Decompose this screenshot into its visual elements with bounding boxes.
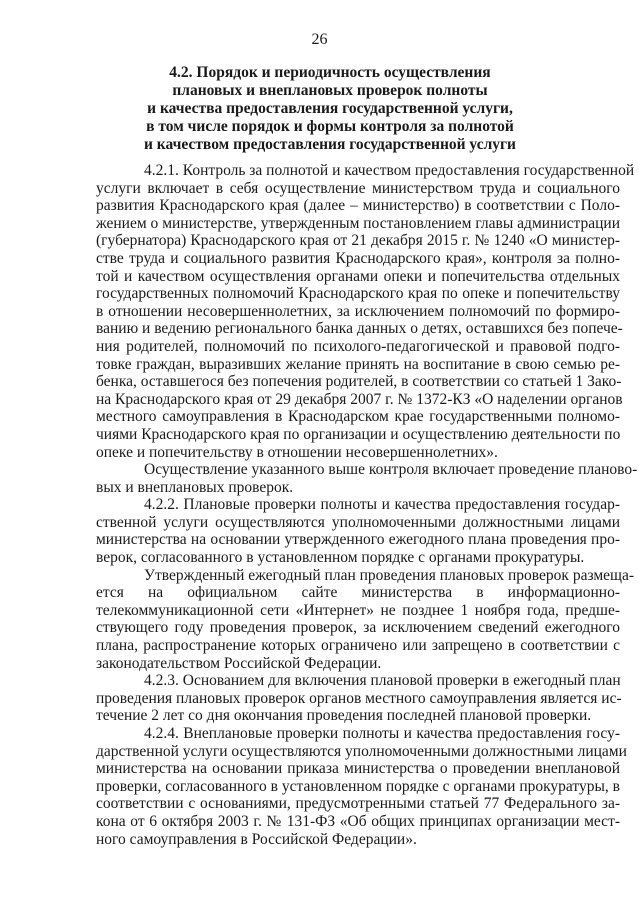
text-line: бенка, оставшегося без попечения родителей, в соответствии со статьей 1 Зако-	[96, 373, 622, 391]
text-line: 4.2.4. Внеплановые проверки полноты и качества предоставления госу-	[144, 725, 620, 742]
text-line: министерства на основании приказа министерства о проведении внеплановой	[96, 760, 620, 778]
text-line: верок, согласованного в установленном порядке с органами прокуратуры.	[96, 549, 585, 567]
text-line: ственной услуги осуществляются уполномоченными должностными лицами	[96, 513, 620, 531]
paragraph	[96, 461, 638, 496]
text-line: 4.2.2. Плановые проверки полноты и качества предоставления государ-	[144, 496, 620, 514]
text-line: услуги включает в себя осуществление министерством труда и социального	[96, 179, 620, 197]
text-line: на Краснодарского края от 29 декабря 2007 г. № 1372-КЗ «О наделении органов	[96, 390, 623, 408]
text-line: соответствии с основаниями, предусмотренными статьей 77 Федерального за-	[96, 795, 620, 813]
text-line: той и качеством осуществления органами опеки и попечительства отдельных	[96, 267, 620, 285]
paragraph	[96, 566, 635, 673]
text-line: ванию и ведению регионального банка данных о детях, оставшихся без попече-	[96, 320, 623, 338]
text-line: законодательством Российской Федерации.	[96, 654, 382, 672]
text-line: плана, распространение которых ограничено или запрещено в соответствии с	[96, 637, 620, 655]
page-number: 26	[311, 31, 328, 48]
heading-line: 4.2. Порядок и периодичность осуществления	[169, 64, 491, 81]
section-heading	[100, 64, 560, 154]
text-line: дарственной услуги осуществляются уполномоченными должностными лицами	[96, 742, 627, 760]
text-line: вых и внеплановых проверок.	[96, 478, 294, 496]
text-line: 4.2.1. Контроль за полнотой и качеством предоставления государственной	[144, 162, 635, 179]
text-line: ствующего году проведения проверок, за исключением сведений ежегодного	[96, 619, 620, 637]
text-line: местного самоуправления в Краснодарском крае государственными полномо-	[96, 408, 620, 426]
text-line: телекоммуникационной сети «Интернет» не позднее 1 ноября года, предше-	[96, 601, 620, 619]
text-line: течение 2 лет со дня окончания проведения последней плановой проверки.	[96, 707, 592, 725]
heading-line: и качества предоставления государственной услуги,	[147, 100, 513, 117]
text-line: стве труда и социального развития Краснодарского края», контроля за полно-	[96, 249, 620, 267]
paragraph	[96, 496, 620, 566]
text-line: государственных полномочий Краснодарского края по опеке и попечительству	[96, 285, 620, 303]
heading-line: и качеством предоставления государственной услуги	[144, 136, 516, 153]
text-line: ется на официальном сайте министерства в информационно-	[96, 584, 620, 602]
text-line: 4.2.3. Основанием для включения плановой проверки в ежегодный план	[144, 672, 621, 690]
text-line: жением о министерстве, утвержденным постановлением главы администрации	[96, 214, 620, 232]
text-line: министерства на основании утвержденного ежегодного плана проведения про-	[96, 531, 620, 549]
heading-line: в том числе порядок и формы контроля за полнотой	[146, 118, 514, 135]
text-line: кона от 6 октября 2003 г. № 131-ФЗ «Об общих принципах организации мест-	[96, 812, 620, 830]
paragraph	[96, 672, 620, 725]
text-line: Утвержденный ежегодный план проведения плановых проверок размеща-	[144, 566, 635, 584]
text-line: ния родителей, полномочий по психолого-педагогической и правовой подго-	[96, 337, 620, 355]
text-line: чиями Краснодарского края по организации и осуществлению деятельности по	[96, 425, 621, 443]
text-line: ного самоуправления в Российской Федерации».	[96, 830, 417, 848]
heading-line: плановых и внеплановых проверок полноты	[172, 82, 488, 99]
text-line: в отношении несовершеннолетних, за исключением полномочий по формиро-	[96, 302, 620, 320]
body-text	[96, 162, 638, 848]
text-line: проведения плановых проверок органов местного самоуправления является ис-	[96, 689, 622, 707]
text-line: развития Краснодарского края (далее – министерство) в соответствии с Поло-	[96, 197, 620, 215]
text-line: Осуществление указанного выше контроля включает проведение планово-	[144, 461, 638, 479]
text-line: проверки, согласованного в установленном порядке с органами прокуратуры, в	[96, 777, 620, 795]
paragraph	[96, 725, 627, 848]
text-line: (губернатора) Краснодарского края от 21 декабря 2015 г. № 1240 «О министер-	[96, 232, 620, 250]
text-line: опеке и попечительству в отношении несовершеннолетних».	[96, 443, 498, 461]
text-line: товке граждан, выразивших желание принять на воспитание в свою семью ре-	[96, 355, 620, 373]
paragraph	[96, 162, 635, 461]
